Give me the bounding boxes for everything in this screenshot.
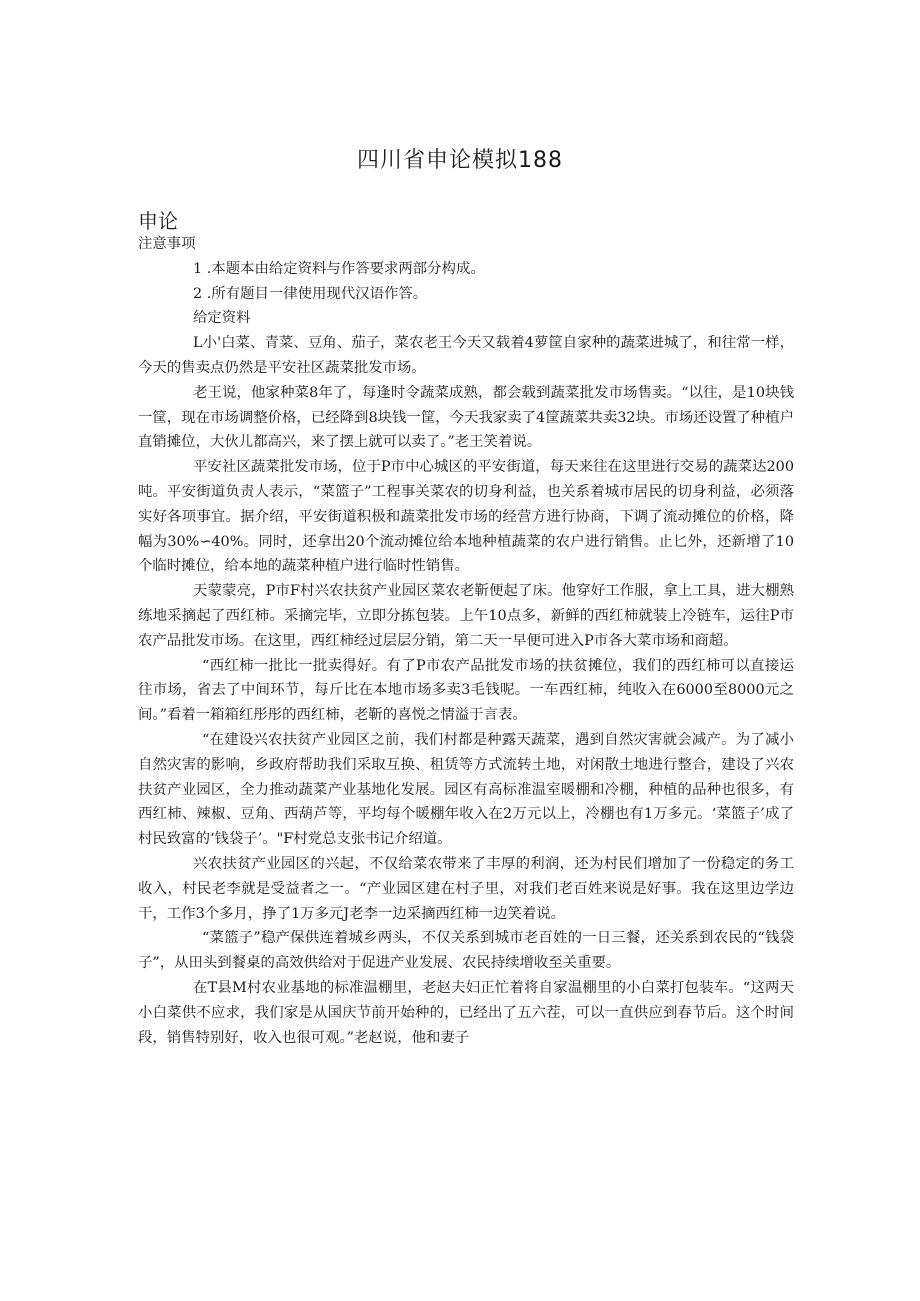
section-heading: 申论 <box>138 209 178 233</box>
paragraph-4: 天蒙蒙亮，P市F村兴农扶贫产业园区菜农老靳便起了床。他穿好工作服，拿上工具，进大棚熟练地采摘起了西红柿。采摘完毕，立即分拣包装。上午10点多，新鲜的西红柿就装上冷链车，运往P市农产品批发市场。在这里，西红柿经过层层分销，第二天一早便可进入P市各大菜市场和商超。 <box>138 583 794 649</box>
paragraph-1: L小'白菜、青菜、豆角、茄子，菜农老王今天又载着4萝筐自家种的蔬菜进城了，和往常一样，今天的售卖点仍然是平安社区蔬菜批发市场。 <box>138 335 794 376</box>
paragraph-6: “在建设兴农扶贫产业园区之前，我们村都是种露天蔬菜，遇到自然灾害就会减产。为了减小自然灾害的影响，乡政府帮助我们采取互换、租赁等方式流转土地，对闲散土地进行整合，建设了兴农扶贫产业园区，全力推动蔬菜产业基地化发展。园区有高标准温室暖棚和冷棚，种植的品种也很多，有西红柿、辣椒、豆角、西葫芦等，平均每个暖棚年收入在2万元以上，冷棚也有1万多元。‘菜篮子’成了村民致富的‘钱袋子’。"F村党总支张书记介绍道。 <box>138 731 794 848</box>
paragraph-5: “西红柿一批比一批卖得好。有了P市农产品批发市场的扶贫摊位，我们的西红柿可以直接运往市场，省去了中间环节，每斤比在本地市场多卖3毛钱呢。一车西红柿，纯收入在6000至8000元之间。”看着一箱箱红彤彤的西红柿，老靳的喜悦之情溢于言表。 <box>138 657 794 724</box>
notice-item-2: 2 .所有题目一律使用现代汉语作答。 <box>193 285 428 302</box>
document-body <box>138 232 794 1050</box>
paragraph-8: “菜篮子”稳产保供连着城乡两头，不仅关系到城市老百姓的一日三餐，还关系到农民的“钱袋子”，从田头到餐桌的高效供给对于促进产业发展、农民持续增收至关重要。 <box>138 930 794 972</box>
notice-item-1: 1 .本题本由给定资料与作答要求两部分构成。 <box>193 260 485 277</box>
notice-label: 注意事项 <box>138 236 196 252</box>
paragraph-3: 平安社区蔬菜批发市场，位于P市中心城区的平安街道，每天来往在这里进行交易的蔬菜达200吨。平安街道负责人表示，“菜篮子”工程事关菜农的切身利益，也关系着城市居民的切身利益，必须落实好各项事宜。据介绍，平安街道积极和蔬菜批发市场的经营方进行协商，下调了流动摊位的价格，降幅为30%∽40%。同时，还拿出20个流动摊位给本地种植蔬菜的农户进行销售。止匕外，还新增了10个临时摊位，给本地的蔬菜种植户进行临时性销售。 <box>138 459 794 575</box>
paragraph-7: 兴农扶贫产业园区的兴起，不仅给菜农带来了丰厚的利润，还为村民们增加了一份稳定的务工收入，村民老李就是受益者之一。“产业园区建在村子里，对我们老百姓来说是好事。我在这里边学边干，工作3个多月，挣了1万多元J老李一边采摘西红柿一边笑着说。 <box>138 855 794 922</box>
paragraph-9: 在T县M村农业基地的标准温棚里，老赵夫妇正忙着将自家温棚里的小白菜打包装车。“这两天小白菜供不应求，我们家是从国庆节前开始种的，已经出了五六茬，可以一直供应到春节后。这个时间段，销售特别好，收入也很可观。”老赵说，他和妻子 <box>138 979 794 1046</box>
paragraph-2: 老王说，他家种菜8年了，每逢时令蔬菜成熟，都会载到蔬菜批发市场售卖。“以往，是10块钱一筐，现在市场调整价格，已经降到8块钱一筐，今天我家卖了4筐蔬菜共卖32块。市场还设置了种植户直销摊位，大伙儿都高兴，来了摆上就可以卖了。”老王笑着说。 <box>138 384 794 451</box>
materials-label: 给定资料 <box>193 310 251 327</box>
document-title: 四川省申论模拟188 <box>357 148 563 173</box>
